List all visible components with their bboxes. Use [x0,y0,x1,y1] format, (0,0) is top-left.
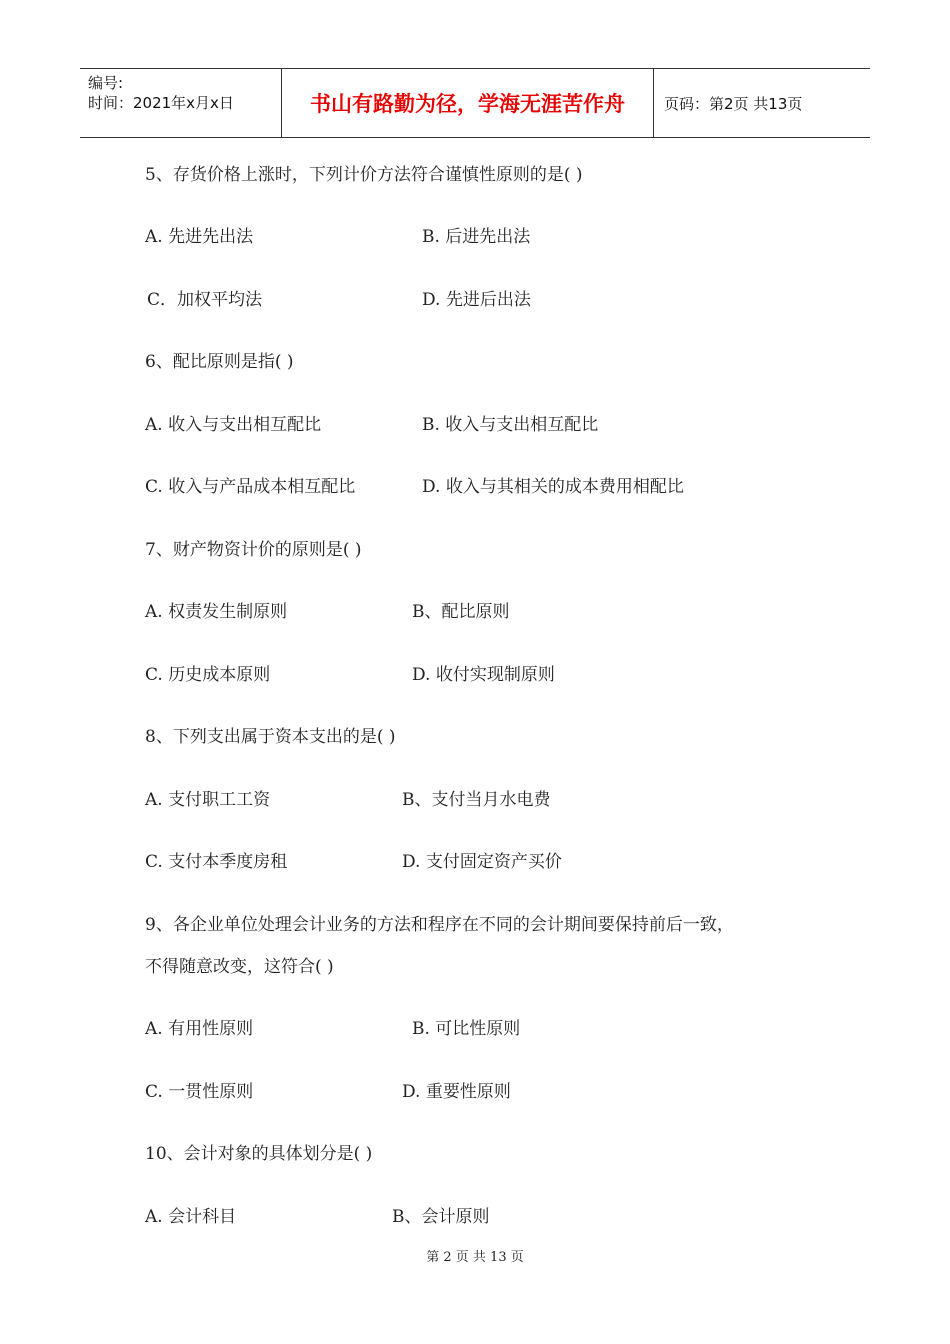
question-5-option-c: C．加权平均法 [147,290,263,310]
question-5: 5、存货价格上涨时，下列计价方法符合谨慎性原则的是( ) [145,165,583,185]
question-10-option-a: A. 会计科目 [145,1207,237,1227]
question-5-option-b: B. 后进先出法 [422,227,531,247]
question-9: 9、各企业单位处理会计业务的方法和程序在不同的会计期间要保持前后一致， [145,915,734,935]
question-10: 10、会计对象的具体划分是( ) [145,1144,373,1164]
header-page-info: 页码：第2页 共13页 [664,94,803,113]
question-9-option-a: A. 有用性原则 [145,1019,254,1039]
question-8-option-b: B、支付当月水电费 [402,790,551,810]
page-header [80,68,870,138]
question-7-option-a: A. 权责发生制原则 [145,602,288,622]
question-6-option-b: B. 收入与支出相互配比 [422,415,599,435]
question-5-option-a: A. 先进先出法 [145,227,254,247]
question-9-option-d: D. 重要性原则 [402,1082,511,1102]
question-8-option-c: C. 支付本季度房租 [145,852,288,872]
header-motto: 书山有路勤为径，学海无涯苦作舟 [282,69,654,137]
question-10-option-b: B、会计原则 [392,1207,490,1227]
question-5-option-d: D. 先进后出法 [422,290,531,310]
header-number-label: 编号: [88,74,124,92]
header-meta [80,69,282,137]
question-8-option-d: D. 支付固定资产买价 [402,852,562,872]
question-9-option-c: C. 一贯性原则 [145,1082,254,1102]
question-6: 6、配比原则是指( ) [145,352,294,372]
question-7-option-c: C. 历史成本原则 [145,665,271,685]
question-9-continued: 不得随意改变，这符合( ) [145,957,334,977]
question-8-option-a: A. 支付职工工资 [145,790,271,810]
question-7-option-d: D. 收付实现制原则 [412,665,555,685]
question-6-option-d: D. 收入与其相关的成本费用相配比 [422,477,684,497]
question-9-option-b: B. 可比性原则 [412,1019,521,1039]
header-time-label: 时间：2021年x月x日 [88,94,234,112]
question-8: 8、下列支出属于资本支出的是( ) [145,727,396,747]
page-footer: 第 2 页 共 13 页 [426,1250,524,1265]
question-7-option-b: B、配比原则 [412,602,510,622]
question-7: 7、财产物资计价的原则是( ) [145,540,362,560]
question-6-option-c: C. 收入与产品成本相互配比 [145,477,356,497]
question-6-option-a: A. 收入与支出相互配比 [145,415,322,435]
